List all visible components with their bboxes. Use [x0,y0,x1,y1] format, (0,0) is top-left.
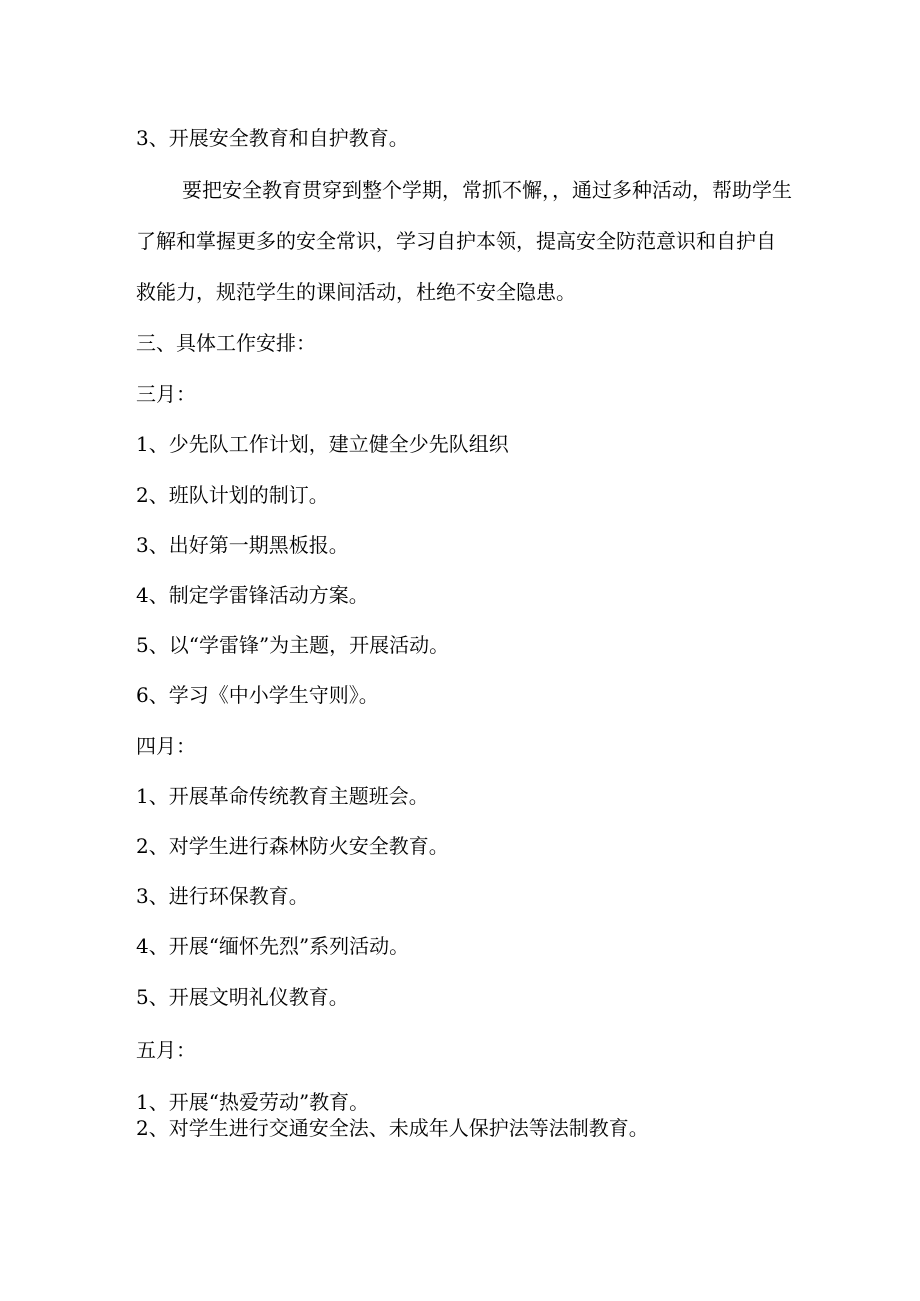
month-heading-march: 三月： [136,382,196,406]
list-item: 4、制定学雷锋活动方案。 [136,583,369,607]
list-item: 5、以“学雷锋”为主题，开展活动。 [136,633,450,657]
paragraph-line-3: 救能力，规范学生的课间活动，杜绝不安全隐患。 [136,280,576,304]
paragraph-line-1: 要把安全教育贯穿到整个学期，常抓不懈，，通过多种活动，帮助学生 [182,178,792,202]
list-item: 1、开展“热爱劳动”教育。 [136,1090,370,1114]
month-heading-may: 五月： [136,1038,196,1062]
list-item: 2、班队计划的制订。 [136,483,329,507]
list-item: 2、对学生进行交通安全法、未成年人保护法等法制教育。 [136,1116,649,1140]
list-item: 2、对学生进行森林防火安全教育。 [136,834,449,858]
list-item: 3、进行环保教育。 [136,884,309,908]
item-safety-education: 3、开展安全教育和自护教育。 [136,126,409,150]
list-item: 5、开展文明礼仪教育。 [136,985,349,1009]
list-item: 6、学习《中小学生守则》。 [136,683,379,707]
list-item: 1、少先队工作计划，建立健全少先队组织 [136,432,509,456]
list-item: 3、出好第一期黑板报。 [136,533,349,557]
section-heading-work-plan: 三、具体工作安排： [136,331,316,355]
list-item: 1、开展革命传统教育主题班会。 [136,784,429,808]
paragraph-line-2: 了解和掌握更多的安全常识，学习自护本领，提高安全防范意识和自护自 [136,229,776,253]
month-heading-april: 四月： [136,734,196,758]
list-item: 4、开展“缅怀先烈”系列活动。 [136,934,410,958]
